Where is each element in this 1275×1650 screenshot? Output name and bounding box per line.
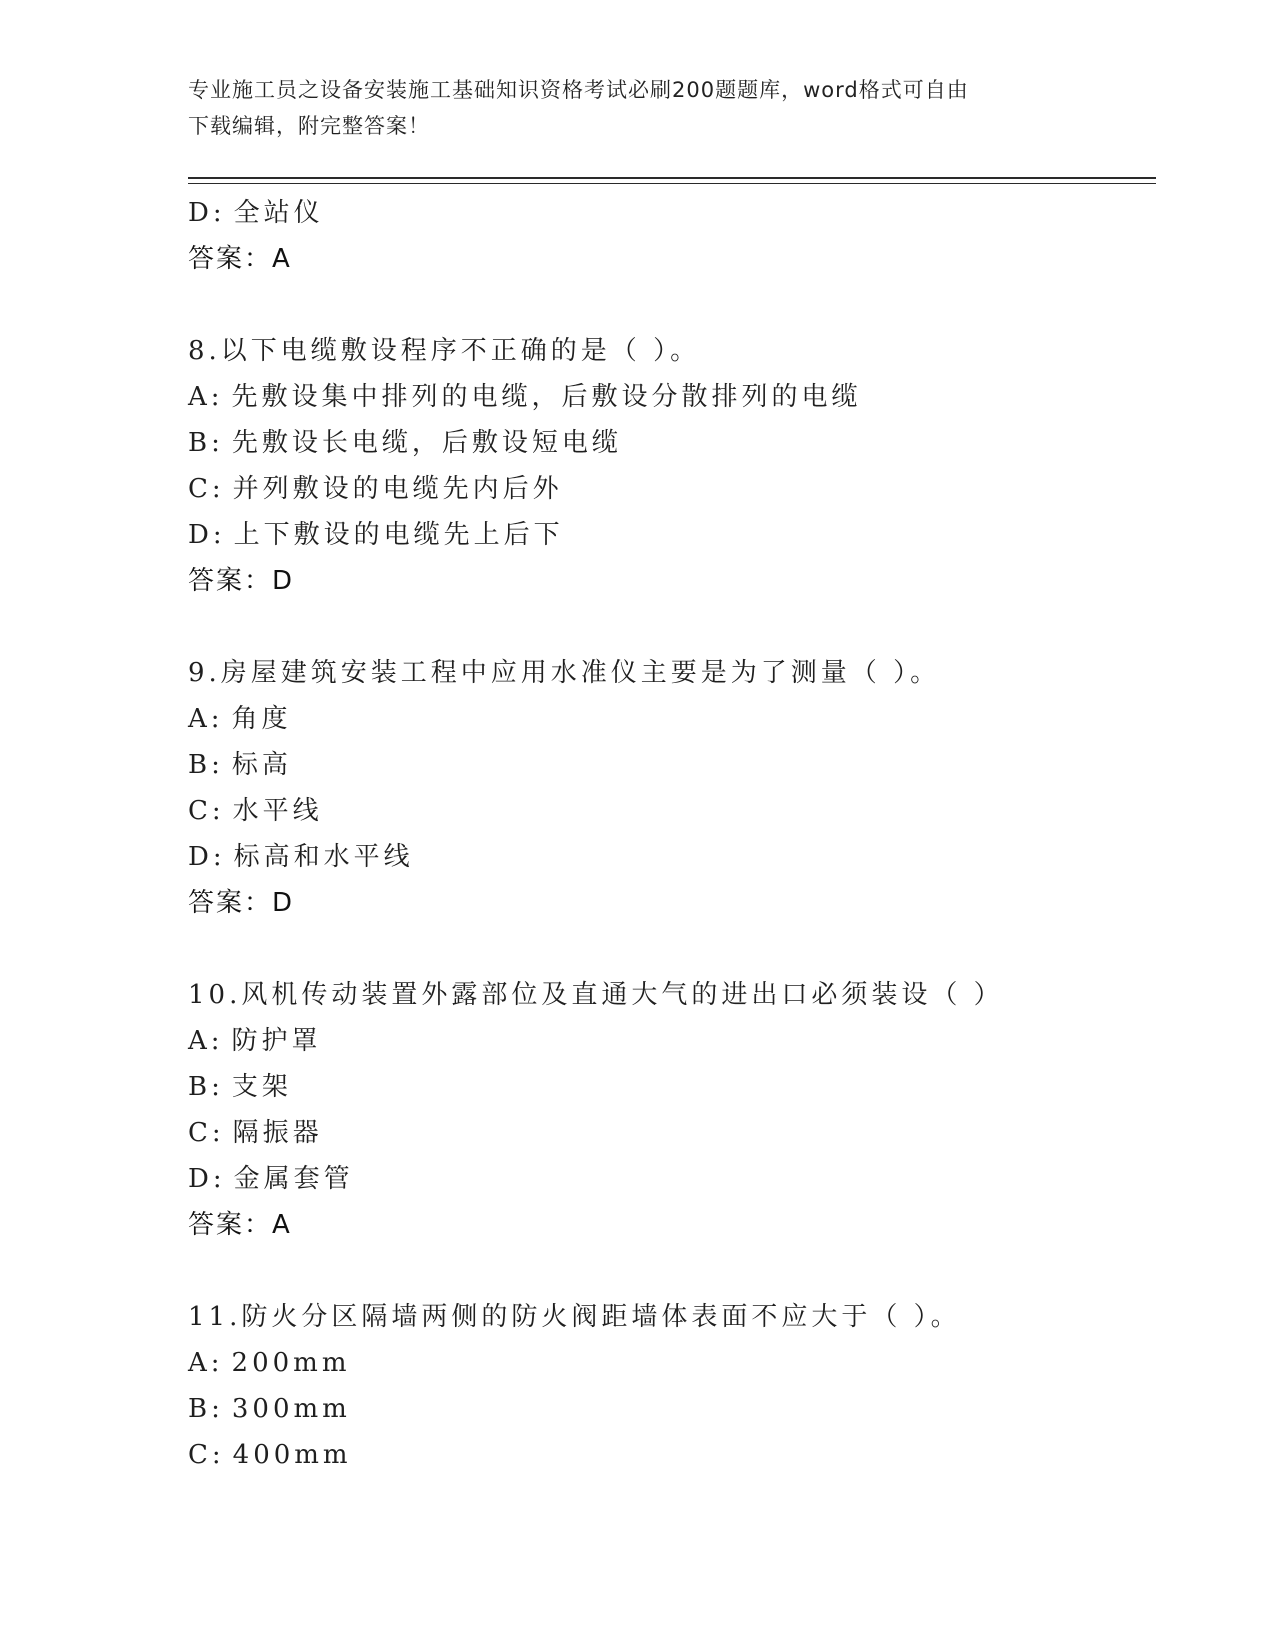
question-10-text: 10.风机传动装置外露部位及直通大气的进出口必须装设（ ） xyxy=(188,980,1004,1010)
option-text: 全站仪 xyxy=(233,198,324,228)
spacer xyxy=(188,604,1156,650)
question-9-text: 9.房屋建筑安装工程中应用水准仪主要是为了测量（ ）。 xyxy=(188,658,941,688)
option-text: 300mm xyxy=(231,1394,351,1424)
option-text: 上下敷设的电缆先上后下 xyxy=(233,520,564,550)
option-text: 防护罩 xyxy=(231,1026,322,1056)
option-text: 角度 xyxy=(231,704,292,734)
option-text: 400mm xyxy=(232,1440,352,1470)
question-list xyxy=(188,190,1156,1478)
option-text: 200mm xyxy=(231,1348,351,1378)
option-d xyxy=(188,1156,1156,1202)
option-letter: A: xyxy=(188,382,224,412)
option-text: 先敷设集中排列的电缆，后敷设分散排列的电缆 xyxy=(231,382,862,412)
option-d xyxy=(188,834,1156,880)
option-text: 支架 xyxy=(231,1072,292,1102)
answer-line: 答案：D xyxy=(188,888,295,918)
option-a xyxy=(188,374,1156,420)
option-letter: D: xyxy=(188,198,226,228)
answer-line: 答案：A xyxy=(188,1210,292,1240)
option-letter: D: xyxy=(188,520,226,550)
option-letter: B: xyxy=(188,1072,224,1102)
option-a xyxy=(188,1340,1156,1386)
option-b xyxy=(188,1064,1156,1110)
spacer xyxy=(188,1248,1156,1294)
option-c xyxy=(188,1432,1156,1478)
option-text: 水平线 xyxy=(232,796,323,826)
option-letter: B: xyxy=(188,1394,224,1424)
option-letter: D: xyxy=(188,842,226,872)
spacer xyxy=(188,926,1156,972)
header-line-1: 专业施工员之设备安装施工基础知识资格考试必刷200题题库，word格式可自由 xyxy=(188,78,969,102)
option-letter: C: xyxy=(188,1440,225,1470)
option-text: 标高和水平线 xyxy=(233,842,414,872)
option-letter: A: xyxy=(188,1348,224,1378)
option-text: 金属套管 xyxy=(233,1164,354,1194)
option-letter: C: xyxy=(188,474,225,504)
option-text: 并列敷设的电缆先内后外 xyxy=(232,474,563,504)
option-d xyxy=(188,190,1156,236)
option-b xyxy=(188,1386,1156,1432)
header-line-2: 下载编辑，附完整答案！ xyxy=(188,114,430,138)
header-divider xyxy=(188,177,1156,179)
option-b xyxy=(188,420,1156,466)
option-letter: B: xyxy=(188,428,224,458)
header-divider-thin xyxy=(188,183,1156,184)
option-c xyxy=(188,1110,1156,1156)
option-a xyxy=(188,696,1156,742)
option-a xyxy=(188,1018,1156,1064)
option-text: 标高 xyxy=(231,750,292,780)
option-text: 先敷设长电缆，后敷设短电缆 xyxy=(231,428,622,458)
document-header xyxy=(188,72,1088,144)
option-letter: B: xyxy=(188,750,224,780)
option-b xyxy=(188,742,1156,788)
spacer xyxy=(188,282,1156,328)
option-letter: C: xyxy=(188,1118,225,1148)
question-8-text: 8.以下电缆敷设程序不正确的是（ ）。 xyxy=(188,336,701,366)
option-text: 隔振器 xyxy=(232,1118,323,1148)
option-letter: A: xyxy=(188,1026,224,1056)
question-11-text: 11.防火分区隔墙两侧的防火阀距墙体表面不应大于（ ）。 xyxy=(188,1302,961,1332)
option-letter: D: xyxy=(188,1164,226,1194)
option-c xyxy=(188,788,1156,834)
option-d xyxy=(188,512,1156,558)
answer-line: 答案：A xyxy=(188,244,292,274)
answer-line: 答案：D xyxy=(188,566,295,596)
option-letter: A: xyxy=(188,704,224,734)
option-letter: C: xyxy=(188,796,225,826)
option-c xyxy=(188,466,1156,512)
